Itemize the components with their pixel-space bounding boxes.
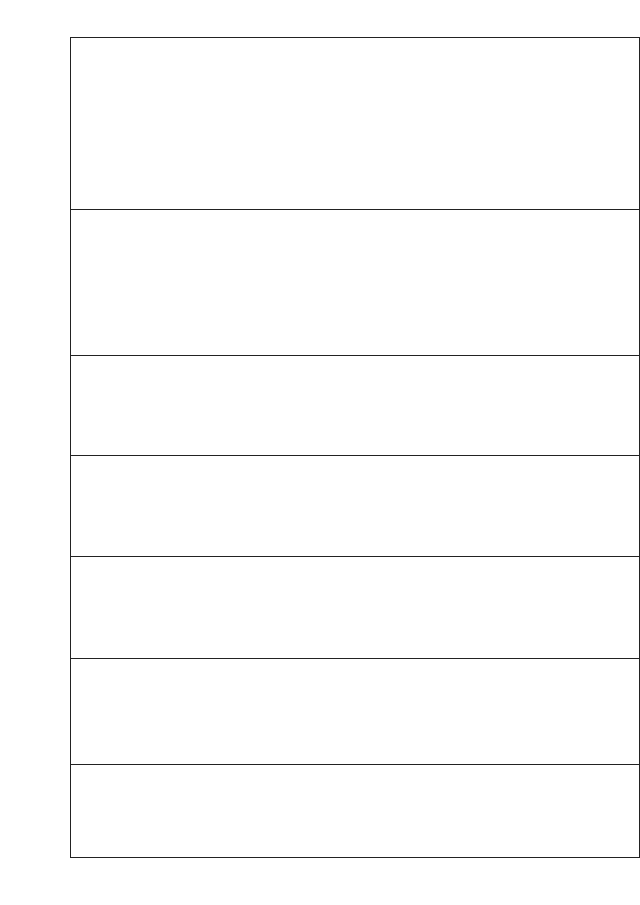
row-description <box>71 659 640 765</box>
requirements-table <box>70 37 640 858</box>
row-field <box>71 210 640 356</box>
row-classifier <box>71 557 640 659</box>
row-format <box>71 456 640 557</box>
rotated-table-canvas <box>70 38 640 858</box>
table-row <box>71 38 640 858</box>
row-name <box>71 38 640 210</box>
row-type <box>71 356 640 456</box>
page-number <box>36 439 56 463</box>
row-reference <box>71 765 640 858</box>
